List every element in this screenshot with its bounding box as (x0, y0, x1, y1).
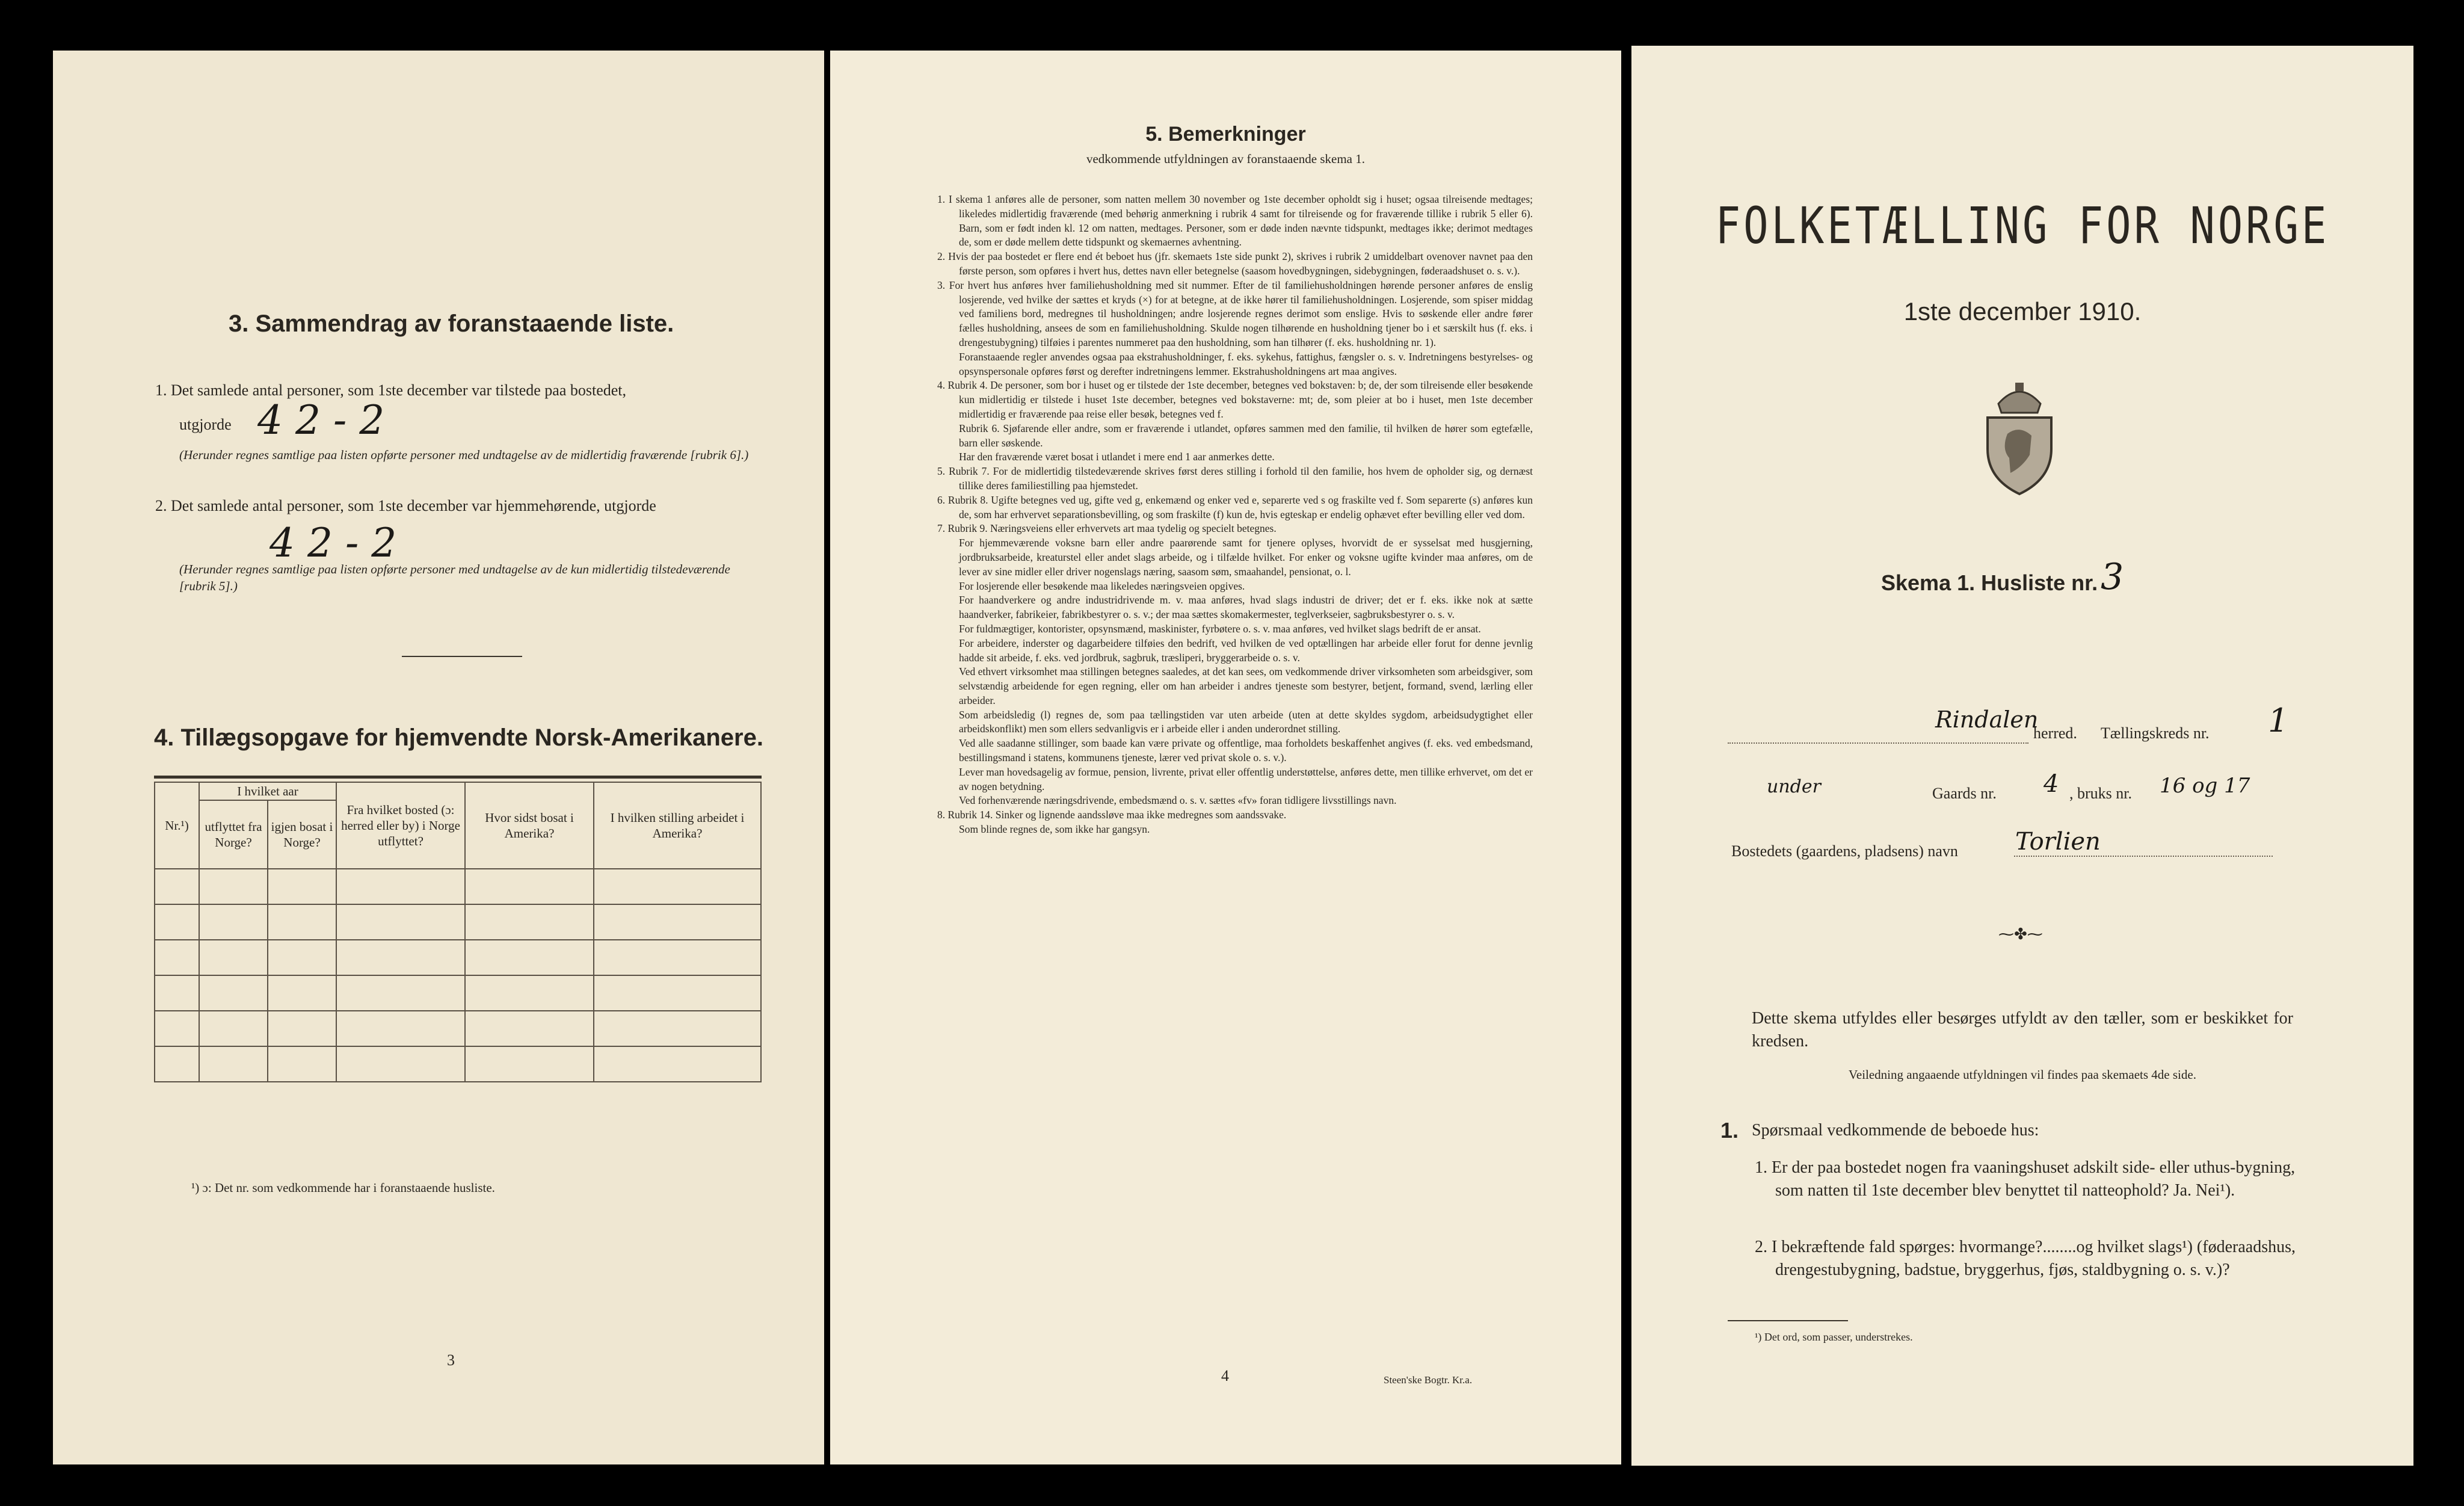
section3-item1-values: 4 2 - 2 (257, 397, 385, 443)
remark-paragraph: 1. I skema 1 anføres alle de personer, som natten mellem 30 november og 1ste december opholdt sig i huset; ogsaa tilreisende medtages; likeledes midlertidig fraværende (med behørig anmerkning i rubrik 4 samt for tilreisende og for fraværende tillike i rubrik 5 eller 6). Barn, som er født inden kl. 12 om natten, medtages. Personer, som er døde inden nævnte tidspunkt, medtages ikke; derimot medtages de, som er døde mellem dette tidspunkt og skemaernes avhentning. (937, 193, 1533, 248)
table-row (155, 869, 761, 904)
footnote-rule (1728, 1320, 1848, 1321)
middle-page (830, 51, 1621, 1464)
remarks-subtitle: vedkommende utfyldningen av foranstaaende skema 1. (1086, 152, 1365, 166)
section3-item2-note: (Herunder regnes samtlige paa listen opførte personer med undtagelse av de kun midlertidig tilstedeværende [rubrik 5].) (179, 562, 730, 593)
footnote: ¹) Det ord, som passer, understrekes. (1755, 1331, 1913, 1343)
table-top-rule (154, 776, 762, 779)
table-row (155, 975, 761, 1011)
right-page (1631, 46, 2413, 1466)
section4-title: 4. Tillægsopgave for hjemvendte Norsk-Amerikanere. (154, 724, 763, 751)
col-from-where: Fra hvilket bosted (ɔ: herred eller by) i Norge utflyttet? (336, 782, 465, 869)
table-row (155, 940, 761, 975)
remark-paragraph: 4. Rubrik 4. De personer, som bor i huset og er tilstede der 1ste december, betegnes ved bokstaven: b; de, der som tilreisende eller besøkende kun midlertidig er tilstede i huset 1ste december, betegnes ved bokstaverne: mt; de, som pleier at bo i huset, men 1ste december midlertidig er fraværende paa reise eller besøk, betegnes ved f. (937, 379, 1533, 420)
section3-item2-values: 4 2 - 2 (270, 520, 397, 566)
remark-paragraph: For haandverkere og andre industridrivende m. v. maa anføres, hvad slags industri de driver; det er f. eks. ikke nok at sætte haandverker, fabrikeier, fabrikbestyrer o. s. v.; der maa sættes skomakermester, teglverkseier, sagbruksbestyrer o. s. v. (959, 594, 1533, 621)
census-date: 1ste december 1910. (1903, 297, 2142, 326)
col-returned: igjen bosat i Norge? (268, 800, 336, 869)
remark-paragraph: Som arbeidsledig (l) regnes de, som paa tællingstiden var uten arbeide (uten at dette skyldes sygdom, arbeidsudygtighet eller arbeidskonflikt) men som ellers sedvanligvis er i arbeide eller i anden underordnet stilling. (959, 708, 1533, 735)
questions-number: 1. (1720, 1118, 1739, 1143)
section4-footnote: ¹) ɔ: Det nr. som vedkommende har i foranstaaende husliste. (191, 1180, 495, 1195)
remark-paragraph: 5. Rubrik 7. For de midlertidig tilstedeværende skrives først deres stilling i forhold til den familie, hos hvem de opholder sig, og dernæst tillike deres familiestilling paa hjemstedet. (937, 465, 1533, 492)
coat-of-arms-icon (1974, 383, 2065, 497)
remark-paragraph: 7. Rubrik 9. Næringsveiens eller erhvervets art maa tydelig og specielt betegnes. (937, 522, 1277, 535)
remarks-title: 5. Bemerkninger (1145, 123, 1306, 146)
remark-paragraph: Rubrik 6. Sjøfarende eller andre, som er fraværende i utlandet, opføres sammen med den familie, til hvilken de hører som egtefælle, barn eller søskende. (959, 422, 1533, 449)
remark-paragraph: 3. For hvert hus anføres hver familiehusholdning med sit nummer. Efter de til familiehusholdningen hørende personer anføres de enslig losjerende, ved hvilke der sættes et kryds (×) for at betegne, at de ikke hører til familiehusholdningen. Losjerende, som spiser middag ved familiens bord, medregnes til husholdningen; andre losjerende regnes derimot som enslige. Hvis to søskende eller andre fører fælles husholdning, ansees de som en familiehusholdning. Skulde nogen tilhørende en husholdning tjener bo i et særskilt hus (f. eks. i drengestubygning) tilføies i parentes nummeret paa den husholdning, som han tilhører (f. eks. husholdning nr. 1). (937, 279, 1533, 348)
husliste-number: 3 (2101, 556, 2124, 598)
remark-paragraph: For losjerende eller besøkende maa likeledes næringsveien opgives. (959, 579, 1245, 592)
bosted-line (2014, 856, 2273, 857)
section3-item1: 1. Det samlede antal personer, som 1ste december var tilstede paa bostedet, (155, 381, 627, 399)
divider (402, 656, 522, 657)
remark-paragraph: Lever man hovedsagelig av formue, pension, livrente, privat eller offentlig understøttelse, anføres dette, men tillike erhvervet, om det er av nogen betydning. (959, 765, 1533, 792)
remark-paragraph: Ved ethvert virksomhet maa stillingen betegnes saaledes, at det kan sees, om vedkommende driver virksomheten som arbeidsgiver, som selvstændig arbeidende for egen regning, eller om han arbeider i andres tjeneste som bestyrer, betjent, formand, svend, lærling eller arbeider. (959, 665, 1533, 706)
questions-title: Spørsmaal vedkommende de beboede hus: (1752, 1121, 2039, 1140)
remarks-body (937, 193, 1533, 837)
section3-title: 3. Sammendrag av foranstaaende liste. (229, 310, 674, 337)
herred-label: herred. (2033, 724, 2077, 742)
under-value: under (1767, 776, 1821, 797)
remark-paragraph: 2. Hvis der paa bostedet er flere end ét beboet hus (jfr. skemaets 1ste side punkt 2), skrives i rubrik 2 umiddelbart ovenover navnet paa den første person, som opføres i hvert hus, dettes navn eller betegnelse (saasom hovedbygningen, sidebygningen, føderaadshuset o. s. v.). (937, 250, 1533, 277)
remark-paragraph: Ved forhenværende næringsdrivende, embedsmænd o. s. v. sættes «fv» foran tidligere livsstillings navn. (959, 794, 1397, 807)
bruks-label: , bruks nr. (2069, 785, 2132, 802)
page-number: 3 (447, 1351, 455, 1369)
remark-paragraph: Foranstaaende regler anvendes ogsaa paa ekstrahusholdninger, f. eks. sykehus, fattighus, fængsler o. s. v. Indretningens bestyrelses- og opsynspersonale opføres først og derefter indretningens lemmer. Ekstrahusholdningens art maa angives. (959, 350, 1533, 377)
remark-paragraph: Har den fraværende været bosat i utlandet i mere end 1 aar anmerkes dette. (959, 451, 1275, 463)
kreds-label: Tællingskreds nr. (2101, 724, 2210, 742)
schema-label: Skema 1. Husliste nr. (1881, 570, 2098, 595)
section3-item1-prefix: utgjorde (179, 416, 232, 433)
col-last-where: Hvor sidst bosat i Amerika? (465, 782, 594, 869)
remark-paragraph: Ved alle saadanne stillinger, som baade kan være private og offentlige, maa forholdets beskaffenhet angives (f. eks. ved embedsmand, bestillingsmand i statens, kommunens tjeneste, lærer ved privat skole o. s. v.). (959, 737, 1533, 764)
guidance-text: Veiledning angaaende utfyldningen vil findes paa skemaets 4de side. (1849, 1067, 2196, 1082)
col-emigrated: utflyttet fra Norge? (199, 800, 268, 869)
table-row (155, 1046, 761, 1082)
census-title: FOLKETÆLLING FOR NORGE (1715, 196, 2330, 255)
gaard-label: Gaards nr. (1932, 785, 1997, 802)
col-group-year: I hvilket aar (199, 782, 336, 800)
kreds-value: 1 (2268, 702, 2289, 739)
norsk-amerikaner-table (154, 782, 762, 1082)
remark-paragraph: 6. Rubrik 8. Ugifte betegnes ved ug, gifte ved g, enkemænd og enker ved e, separerte ved s og fraskilte ved f. Som separerte (s) anføres kun de, som har erhvervet separationsbevilling, og som fraskilte (f) kun de, hvis egteskap er endelig ophævet efter bevilling eller ved dom. (937, 493, 1533, 520)
table-row (155, 1011, 761, 1046)
bosted-label: Bostedets (gaardens, pladsens) navn (1731, 842, 1958, 860)
question-2: 2. I bekræftende fald spørges: hvormange?........og hvilket slags¹) (føderaadshus, drengestubygning, badstue, bryggerhus, fjøs, staldbygning o. s. v.)? (1755, 1238, 2296, 1279)
remark-paragraph: For fuldmægtiger, kontorister, opsynsmænd, maskinister, fyrbøtere o. s. v. maa anføres, ved hvilket slags bedrift de er ansat. (959, 622, 1481, 635)
question-1: 1. Er der paa bostedet nogen fra vaaningshuset adskilt side- eller uthus-bygning, som natten til 1ste december blev benyttet til natteophold? Ja. Nei¹). (1755, 1158, 2296, 1200)
page-number: 4 (1221, 1367, 1229, 1384)
col-position: I hvilken stilling arbeidet i Amerika? (594, 782, 761, 869)
left-page (53, 51, 824, 1464)
table-row (155, 904, 761, 940)
herred-value: Rindalen (1935, 706, 2039, 733)
remark-paragraph: For arbeidere, inderster og dagarbeidere tilføies den bedrift, ved hvilken de ved optællingen har arbeide eller forut for denne jevnlig hadde sit arbeide, f. eks. ved jordbruk, sagbruk, træsliperi, bryggerarbeide o. s. v. (959, 637, 1533, 664)
gaard-value: 4 (2044, 770, 2059, 798)
section3-item1-note: (Herunder regnes samtlige paa listen opførte personer med undtagelse av de midlertidig fraværende [rubrik 6].) (179, 448, 749, 462)
bruks-value: 16 og 17 (2160, 774, 2250, 798)
section3-item2: 2. Det samlede antal personer, som 1ste december var hjemmehørende, utgjorde (155, 497, 656, 514)
remark-paragraph: Som blinde regnes de, som ikke har gangsyn. (959, 823, 1150, 836)
remark-paragraph: For hjemmeværende voksne barn eller andre paarørende samt for tjenere oplyses, hvorvidt de er sysselsat med husgjerning, jordbruksarbeide, kreaturstel eller andet slags arbeide, og i tilfælde hvilket. For enker og voksne ugifte kvinder maa anføres, om de lever av sine midler eller driver nogenslags næring, saasom søm, smaahandel, pensionat, o. l. (959, 537, 1533, 578)
col-nr: Nr.¹) (155, 782, 199, 869)
bosted-value: Torlien (2015, 828, 2101, 856)
printer-mark: Steen'ske Bogtr. Kr.a. (1384, 1374, 1473, 1386)
ornament: ⁓✤⁓ (1998, 925, 2043, 943)
intro-text: Dette skema utfyldes eller besørges utfyldt av den tæller, som er beskikket for kredsen. (1752, 1009, 2293, 1051)
remark-paragraph: 8. Rubrik 14. Sinker og lignende aandssløve maa ikke medregnes som aandssvake. (937, 809, 1287, 821)
